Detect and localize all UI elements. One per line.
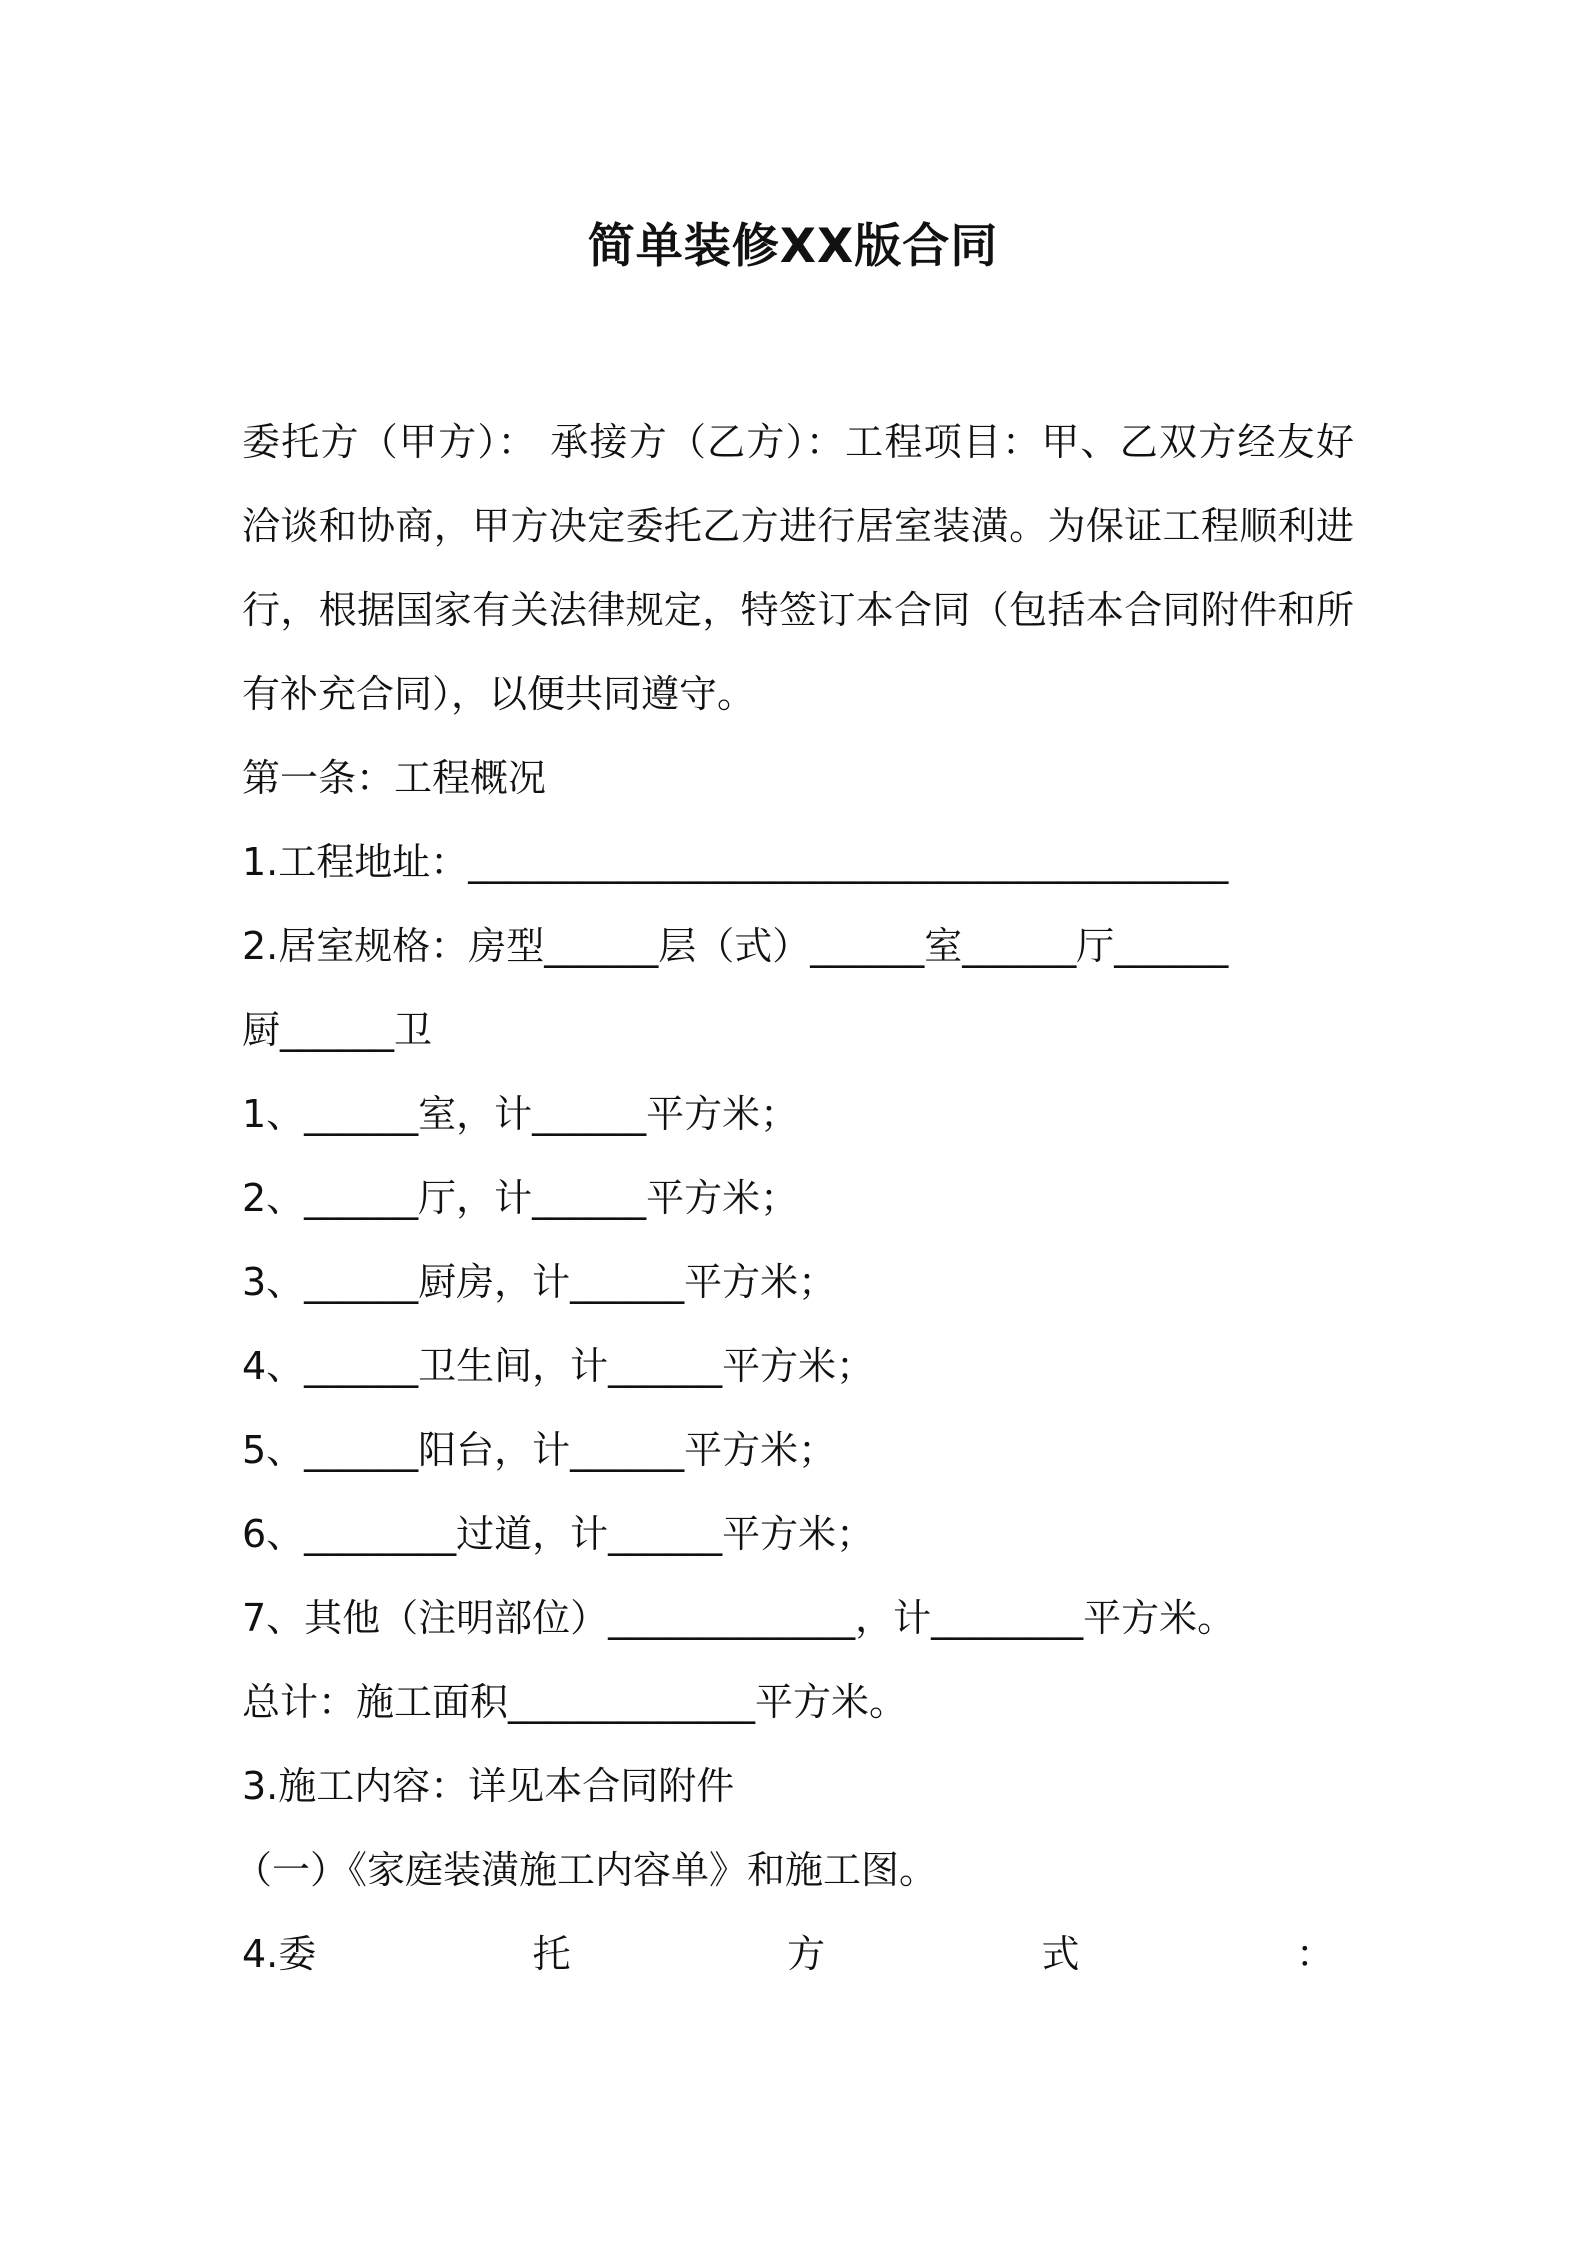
spec-line-2: 厨______卫 [242, 1008, 433, 1052]
commission-part: ： [1295, 1932, 1334, 1976]
document-title: 简单装修XX版合同 [587, 219, 999, 274]
commission-part: 托 [532, 1932, 571, 1976]
commission-part: 4.委 [242, 1932, 317, 1976]
room-line-7: 7、其他（注明部位）_____________，计________平方米。 [242, 1596, 1236, 1640]
room-line-5: 5、______阳台，计______平方米； [242, 1428, 837, 1472]
commission-part: 方 [787, 1932, 826, 1976]
attachment-line: （一）《家庭装潢施工内容单》和施工图。 [234, 1848, 938, 1892]
room-line-4: 4、______卫生间，计______平方米； [242, 1344, 875, 1388]
intro-paragraph: 委托方（甲方）： 承接方（乙方）：工程项目：甲、乙双方经友好洽谈和协商，甲方决定委托乙方进行居室装潢。为保证工程顺利进行，根据国家有关法律规定，特签订本合同（包括本合同附件和所有补充合同），以便共同遵守。 [242, 420, 1354, 716]
construction-content-line: 3.施工内容：详见本合同附件 [242, 1764, 735, 1808]
commission-method-line [242, 1912, 1334, 1996]
commission-part: 式 [1041, 1932, 1080, 1976]
total-area-line: 总计：施工面积_____________平方米。 [242, 1680, 908, 1724]
article-1-heading: 第一条：工程概况 [242, 756, 547, 800]
room-line-6: 6、________过道，计______平方米； [242, 1512, 875, 1556]
address-line: 1.工程地址：________________________________________ [242, 840, 1229, 884]
document-body [234, 400, 1354, 1996]
spec-line-1: 2.居室规格：房型______层（式）______室______厅______ [242, 924, 1229, 968]
room-line-2: 2、______厅，计______平方米； [242, 1176, 799, 1220]
room-line-1: 1、______室，计______平方米； [242, 1092, 799, 1136]
room-line-3: 3、______厨房，计______平方米； [242, 1260, 837, 1304]
